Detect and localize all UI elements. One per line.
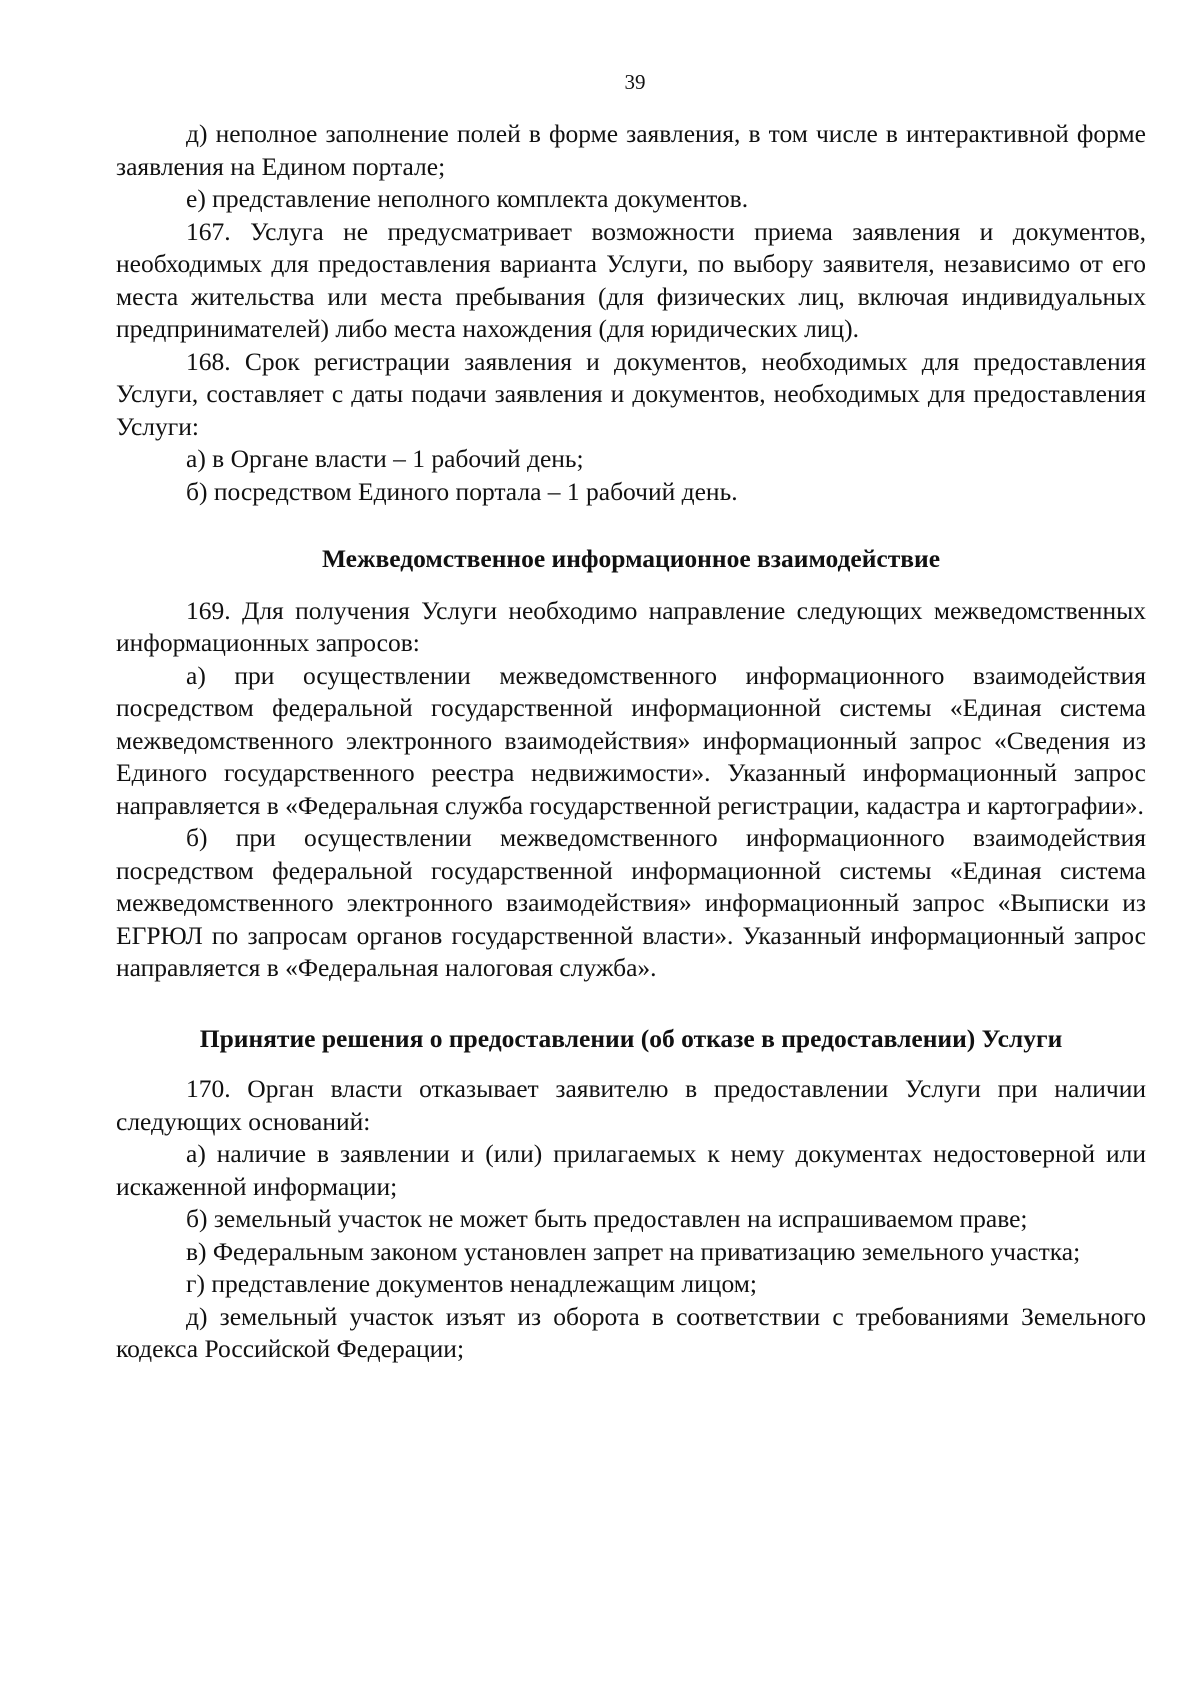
- paragraph: е) представление неполного комплекта документов.: [186, 184, 749, 213]
- paragraph: д) неполное заполнение полей в форме заявления, в том числе в интерактивной форме заявления на Едином портале;: [116, 119, 1146, 181]
- spacer: [116, 576, 1146, 595]
- paragraph: 168. Срок регистрации заявления и документов, необходимых для предоставления Услуги, составляет с даты подачи заявления и документов, необходимых для предоставления Услуги:: [116, 346, 1146, 441]
- paragraph: а) наличие в заявлении и (или) прилагаемых к нему документах недостоверной или искаженной информации;: [116, 1139, 1146, 1201]
- paragraph: 167. Услуга не предусматривает возможности приема заявления и документов, необходимых для предоставления варианта Услуги, по выбору заявителя, независимо от его места жительства или места пребывания (для физических лиц, включая индивидуальных предпринимателей) либо места нахождения (для юридических лиц).: [116, 216, 1146, 343]
- section-heading: Принятие решения о предоставлении (об отказе в предоставлении) Услуги: [199, 1023, 1063, 1053]
- paragraph: 169. Для получения Услуги необходимо направление следующих межведомственных информационных запросов:: [116, 595, 1146, 657]
- paragraph: г) представление документов ненадлежащим лицом;: [186, 1269, 757, 1298]
- paragraph: б) при осуществлении межведомственного информационного взаимодействия посредством федеральной государственной информационной системы «Единая система межведомственного электронного взаимодействия» информационный запрос «Выписки из ЕГРЮЛ по запросам органов государственной власти». Указанный информационный запрос направляется в «Федеральная налоговая служба».: [116, 823, 1146, 982]
- paragraph: в) Федеральным законом установлен запрет на приватизацию земельного участка;: [186, 1236, 1081, 1266]
- paragraph: а) в Органе власти – 1 рабочий день;: [186, 444, 584, 473]
- paragraph: д) земельный участок изъят из оборота в соответствии с требованиями Земельного кодекса Российской Федерации;: [116, 1301, 1146, 1363]
- section-heading: Межведомственное информационное взаимодействие: [321, 544, 941, 573]
- spacer: [116, 508, 1146, 543]
- paragraph: б) посредством Единого портала – 1 рабочий день.: [186, 476, 738, 506]
- spacer: [116, 1055, 1146, 1073]
- paragraph: 170. Орган власти отказывает заявителю в предоставлении Услуги при наличии следующих оснований:: [116, 1074, 1146, 1136]
- spacer: [116, 985, 1146, 1023]
- document-body: [116, 118, 1146, 1366]
- paragraph: а) при осуществлении межведомственного информационного взаимодействия посредством федеральной государственной информационной системы «Единая система межведомственного электронного взаимодействия» информационный запрос «Сведения из Единого государственного реестра недвижимости». Указанный информационный запрос направляется в «Федеральная служба государственной регистрации, кадастра и картографии».: [116, 660, 1146, 820]
- paragraph: б) земельный участок не может быть предоставлен на испрашиваемом праве;: [186, 1204, 1028, 1233]
- page-number: 39: [624, 70, 646, 94]
